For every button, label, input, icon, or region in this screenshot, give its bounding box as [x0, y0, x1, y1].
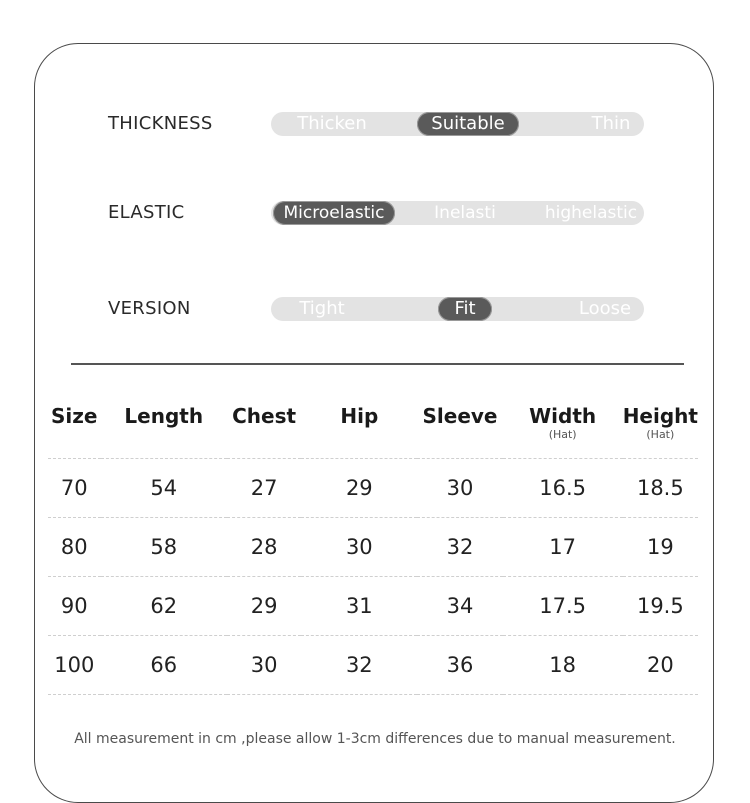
header-sleeve: Sleeve [417, 398, 502, 459]
cell-width: 17 [503, 518, 623, 577]
cell-height: 19.5 [623, 577, 698, 636]
option-thin: Thin [591, 113, 631, 134]
header-size: Size [48, 398, 101, 459]
cell-hip: 32 [301, 636, 417, 695]
cell-sleeve: 36 [417, 636, 502, 695]
cell-size: 100 [48, 636, 101, 695]
header-chest: Chest [227, 398, 301, 459]
cell-sleeve: 30 [417, 459, 502, 518]
header-width-sub: (Hat) [548, 428, 577, 441]
cell-length: 62 [101, 577, 227, 636]
option-fit-selected: Fit [438, 297, 492, 321]
option-thicken: Thicken [297, 113, 367, 134]
measurement-note: All measurement in cm ,please allow 1-3cm differences due to manual measurement. [74, 731, 676, 747]
cell-chest: 28 [227, 518, 301, 577]
cell-sleeve: 32 [417, 518, 502, 577]
header-height: Height (Hat) [623, 398, 698, 459]
attribute-label: THICKNESS [108, 113, 213, 134]
header-hip: Hip [301, 398, 417, 459]
table-row [48, 459, 698, 518]
cell-hip: 31 [301, 577, 417, 636]
table-row [48, 518, 698, 577]
cell-hip: 29 [301, 459, 417, 518]
cell-sleeve: 34 [417, 577, 502, 636]
table-row [48, 636, 698, 695]
option-loose: Loose [578, 298, 632, 319]
attribute-version [0, 294, 750, 324]
cell-hip: 30 [301, 518, 417, 577]
attribute-scale [271, 297, 644, 321]
cell-length: 54 [101, 459, 227, 518]
cell-size: 80 [48, 518, 101, 577]
cell-width: 18 [503, 636, 623, 695]
size-table [48, 398, 698, 695]
attribute-scale [271, 112, 644, 136]
table-row [48, 577, 698, 636]
section-divider [71, 363, 684, 365]
table-header-row [48, 398, 698, 459]
option-highelastic: highelastic [544, 203, 638, 223]
header-width: Width (Hat) [503, 398, 623, 459]
cell-size: 70 [48, 459, 101, 518]
attribute-label: ELASTIC [108, 202, 185, 223]
cell-chest: 27 [227, 459, 301, 518]
cell-width: 16.5 [503, 459, 623, 518]
header-height-sub: (Hat) [646, 428, 675, 441]
cell-height: 20 [623, 636, 698, 695]
header-length: Length [101, 398, 227, 459]
cell-width: 17.5 [503, 577, 623, 636]
cell-length: 58 [101, 518, 227, 577]
option-suitable-selected: Suitable [417, 112, 519, 136]
cell-height: 18.5 [623, 459, 698, 518]
cell-length: 66 [101, 636, 227, 695]
option-microelastic-selected: Microelastic [273, 201, 395, 225]
cell-chest: 29 [227, 577, 301, 636]
attribute-elastic [0, 198, 750, 228]
cell-height: 19 [623, 518, 698, 577]
cell-chest: 30 [227, 636, 301, 695]
attribute-scale [271, 201, 644, 225]
attribute-label: VERSION [108, 298, 191, 319]
cell-size: 90 [48, 577, 101, 636]
attribute-thickness [0, 109, 750, 139]
option-inelasti: Inelasti [434, 203, 496, 223]
option-tight: Tight [299, 298, 345, 319]
